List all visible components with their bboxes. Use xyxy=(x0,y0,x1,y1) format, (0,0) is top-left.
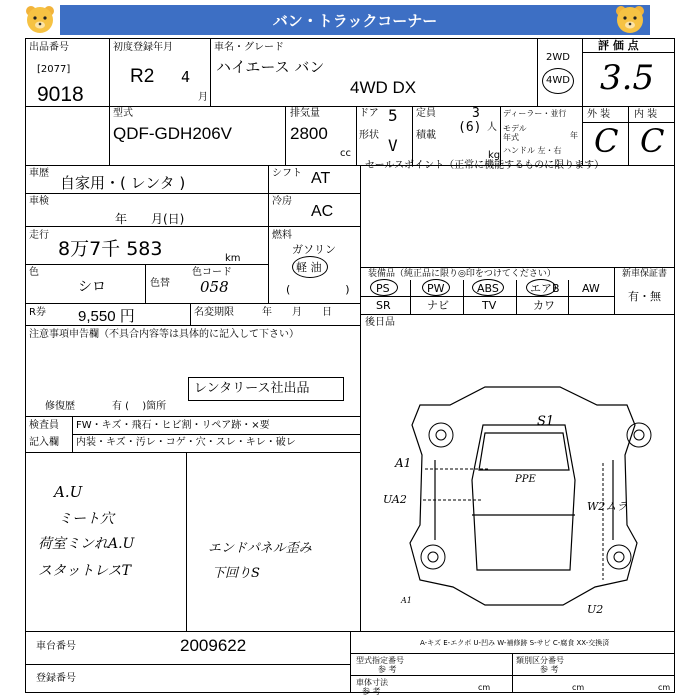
recycle-label: R券 xyxy=(29,307,46,318)
repair-label: 修復歴 xyxy=(45,401,75,412)
diag-w2: W2ムラ xyxy=(587,500,628,513)
equip-airbag: エアB xyxy=(530,282,560,295)
hand-note-3: 荷室ミンれA.U xyxy=(38,536,135,552)
exterior-label: 外 装 xyxy=(587,109,611,120)
equipment-label: 装備品（純正品に限り◎印をつけてください） xyxy=(368,269,556,279)
color-label: 色 xyxy=(29,267,39,278)
equip-ps: PS xyxy=(376,282,390,295)
hand-note-1: A.U xyxy=(54,483,83,501)
history-label: 車歴 xyxy=(29,168,49,179)
ref-label-2: 参 考 xyxy=(540,665,559,674)
chassis-label: 車台番号 xyxy=(36,641,76,652)
dims-unit-1: cm xyxy=(478,683,491,692)
notes-label: 注意事項申告欄（不具合内容等は具体的に記入して下さい） xyxy=(29,329,299,340)
dealer-label: ディーラー・並行 xyxy=(503,109,567,118)
diag-rear-a1: A1 xyxy=(401,596,412,605)
equip-ps-circle xyxy=(370,279,398,296)
stamp-text: レンタリース社出品 xyxy=(194,381,310,396)
model-year-label: モデル 年式 xyxy=(503,124,527,142)
inspector-label2: 記入欄 xyxy=(29,437,59,448)
history-value: 自家用・( レンタ ) xyxy=(60,174,186,192)
diag-u2: U2 xyxy=(587,603,604,615)
equip-tv: TV xyxy=(482,299,497,312)
year-unit: 年 xyxy=(570,131,578,140)
reg-label: 初度登録年月 xyxy=(113,42,173,53)
hand-note-5: エンドパネル歪み xyxy=(208,541,312,556)
wheel-rear-left xyxy=(421,545,445,569)
inspector-row1: FW・キズ・飛石・ヒビ割・リペア跡・×要 xyxy=(76,420,270,431)
capacity-value: 3 xyxy=(472,106,480,121)
equip-aw: AW xyxy=(582,282,600,295)
equip-leather: カワ xyxy=(533,299,555,312)
score-value: 3.5 xyxy=(600,58,655,98)
mileage-unit: km xyxy=(225,253,241,264)
reg-month: 4 xyxy=(181,68,191,86)
equip-abs: ABS xyxy=(477,282,499,295)
sales-point-label: セールスポイント（正常に機能するものに限ります） xyxy=(365,160,605,171)
handle-label: ハンドル 左・右 xyxy=(503,146,562,155)
ref-label-1: 参 考 xyxy=(378,665,397,674)
inspector-label1: 検査員 xyxy=(29,420,59,431)
equip-navi: ナビ xyxy=(427,299,449,312)
capacity-label: 定員 xyxy=(416,108,436,119)
color-value: シロ xyxy=(78,279,106,295)
color-code: 058 xyxy=(200,278,229,296)
mileage-value: 8万7千 583 xyxy=(58,238,163,260)
car-body-diagram xyxy=(365,375,675,615)
rear-seat-label: 後日品 xyxy=(365,317,395,328)
inspector-row2: 内装・キズ・汚レ・コゲ・穴・スレ・キレ・破レ xyxy=(76,437,296,448)
fuel-diesel: 軽 油 xyxy=(296,261,322,274)
lot-sub: [2077] xyxy=(37,64,71,75)
interior-label: 内 装 xyxy=(634,109,658,120)
dims-label: 車体寸法 xyxy=(356,678,388,687)
inspection-label: 車検 xyxy=(29,196,49,207)
equip-airbag-circle xyxy=(526,279,556,296)
mileage-label: 走行 xyxy=(29,230,49,241)
car-grade: 4WD DX xyxy=(350,78,417,97)
equip-pw: PW xyxy=(427,282,445,295)
exterior-value: C xyxy=(594,122,619,160)
hand-note-4: スタットレスT xyxy=(38,563,131,579)
drive-4wd: 4WD xyxy=(546,75,570,86)
shape-label: 形状 xyxy=(359,130,379,141)
reg-era: R2 xyxy=(130,66,155,87)
load-label: 積載 xyxy=(416,130,436,141)
shift-label: シフト xyxy=(272,168,302,179)
cert-label: 型式指定番号 xyxy=(356,656,404,665)
wheel-front-right xyxy=(627,423,651,447)
ac-label: 冷房 xyxy=(272,196,292,207)
car-name: ハイエース バン xyxy=(216,58,325,76)
repair-value: 有 ( )箇所 xyxy=(112,401,167,412)
interior-value: C xyxy=(640,122,665,160)
score-label: 評 価 点 xyxy=(598,39,639,52)
shape-value: V xyxy=(388,136,398,155)
lot-number: 9018 xyxy=(37,83,84,106)
equip-abs-circle xyxy=(472,279,504,296)
load-unit: kg xyxy=(488,150,501,161)
warranty-value: 有・無 xyxy=(628,290,661,303)
dims-unit-3: cm xyxy=(658,683,671,692)
reg-unit: 月 xyxy=(198,92,208,103)
diag-a1: A1 xyxy=(395,456,412,470)
car-label: 車名・グレード xyxy=(214,42,284,53)
recycle-value: 9,550 円 xyxy=(78,308,135,325)
inspection-value: 年 月(日) xyxy=(115,212,185,226)
shift-value: AT xyxy=(311,170,331,187)
drive-label: 2WD xyxy=(546,52,570,63)
diag-ua2: UA2 xyxy=(383,493,407,506)
doors-value: 5 xyxy=(388,106,398,125)
expiry-value: 年 月 日 xyxy=(262,307,332,318)
bear-logo-left xyxy=(22,3,58,37)
class-label: 類別区分番号 xyxy=(516,656,564,665)
hand-note-6: 下回りS xyxy=(212,566,260,581)
lot-label: 出品番号 xyxy=(29,42,69,53)
wheel-rear-right xyxy=(607,545,631,569)
color-code-label: 色コード xyxy=(192,267,232,278)
equip-sr: SR xyxy=(376,299,391,312)
fuel-label: 燃料 xyxy=(272,230,292,241)
equip-pw-circle xyxy=(422,279,450,296)
header-bar xyxy=(60,5,650,35)
capacity-unit: 人 xyxy=(487,122,497,133)
model-label: 型式 xyxy=(113,108,133,119)
registration-label: 登録番号 xyxy=(36,673,76,684)
engine-value: 2800 xyxy=(290,124,328,143)
doors-label: ドア xyxy=(359,108,379,119)
fuel-paren: ( ) xyxy=(286,283,350,296)
ac-value: AC xyxy=(311,203,334,220)
fuel-gas: ガソリン xyxy=(292,243,336,256)
dims-unit-2: cm xyxy=(572,683,585,692)
engine-unit: cc xyxy=(340,148,351,159)
header-title: バン・トラックコーナー xyxy=(272,12,438,30)
expiry-label: 名変期限 xyxy=(194,307,234,318)
engine-label: 排気量 xyxy=(290,108,320,119)
model-value: QDF-GDH206V xyxy=(113,124,233,143)
chassis-value: 2009622 xyxy=(180,636,247,655)
diag-s1: S1 xyxy=(537,414,555,429)
diag-ppe: PPE xyxy=(515,474,536,485)
capacity-value2: (6) xyxy=(458,120,482,135)
warranty-label: 新車保証書 xyxy=(622,269,668,279)
wheel-front-left xyxy=(429,423,453,447)
bear-logo-right xyxy=(612,3,648,37)
windshield xyxy=(479,433,569,470)
color-change-label: 色替 xyxy=(150,278,170,289)
cabin-outline xyxy=(472,425,575,570)
hand-note-2: ミート穴 xyxy=(58,511,114,527)
ref-label-3: 参 考 xyxy=(362,687,381,696)
legend: A-キズ E-エクボ U-凹み W-補修跡 S-サビ C-腐食 XX-交換済 xyxy=(420,639,610,647)
